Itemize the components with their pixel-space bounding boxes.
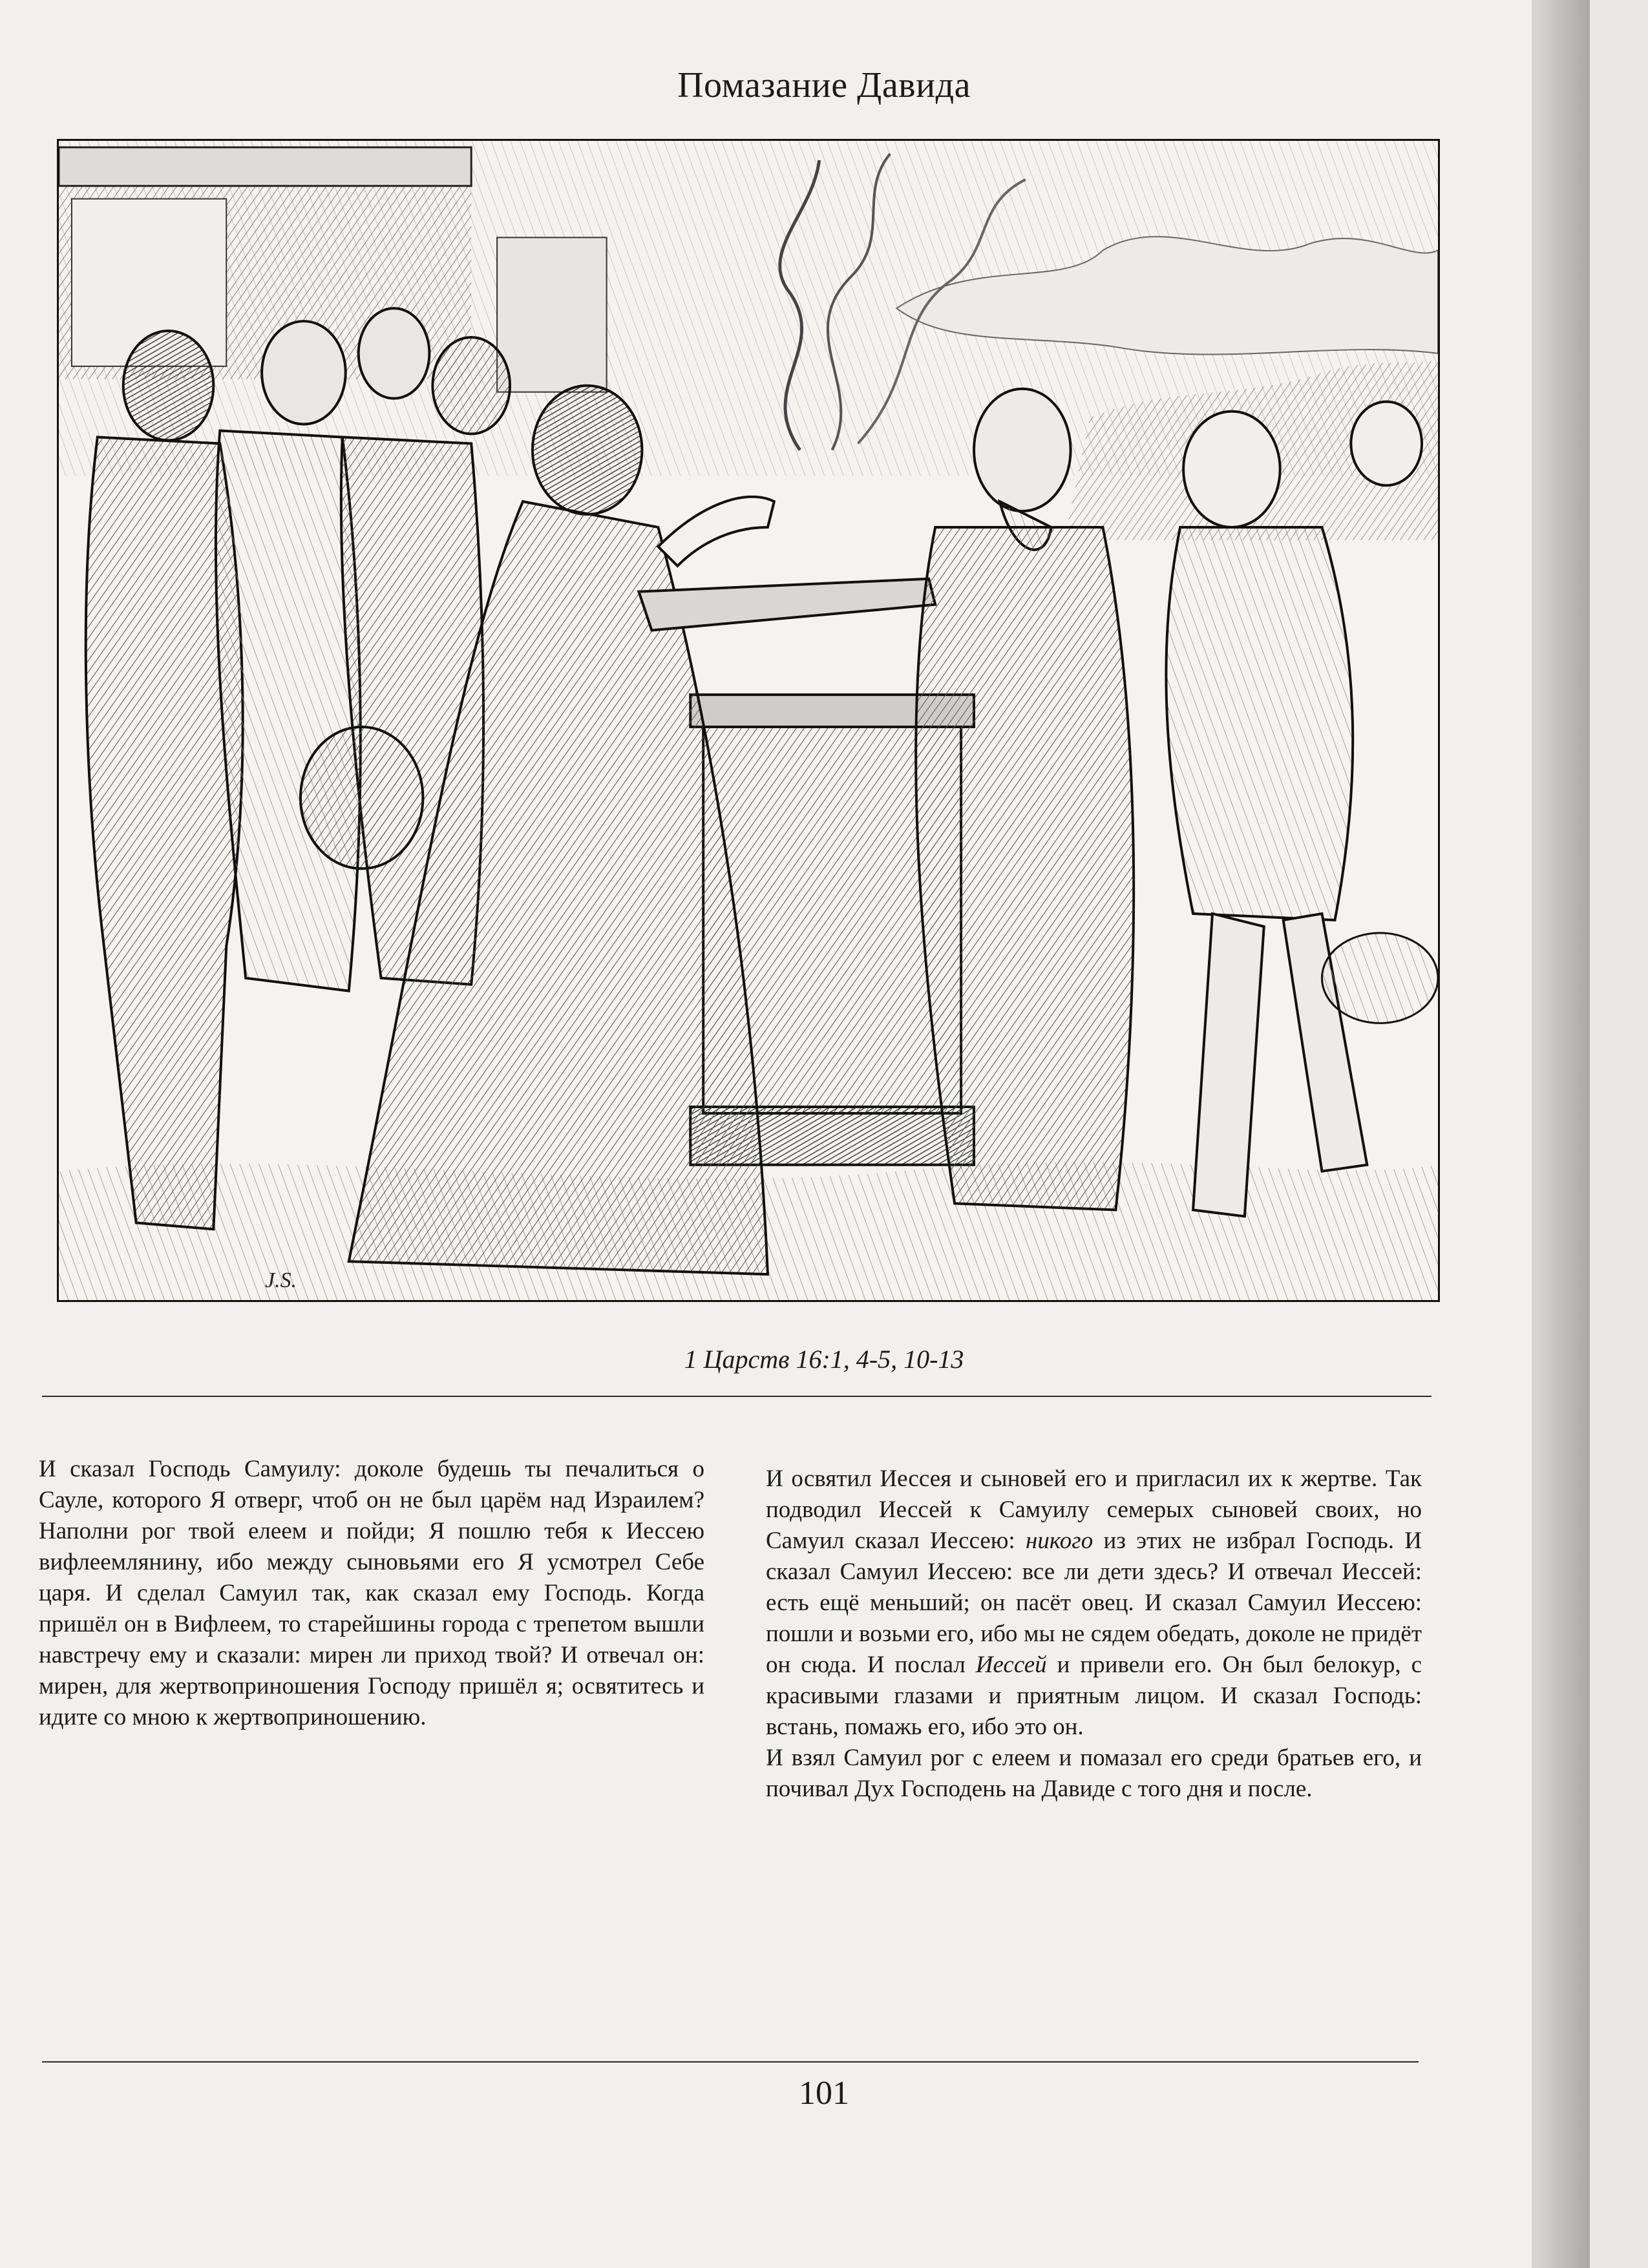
bottom-divider	[42, 2061, 1419, 2063]
right-paragraph-1-part-c: и привели его. Он был белокур, с красивыми глазами и приятным лицом. И сказал Господь: встань, помажь его, ибо это он.	[766, 1652, 1422, 1740]
left-text-column	[39, 1454, 704, 1733]
engraving-illustration	[57, 139, 1440, 1302]
emphasis-nobody: никого	[1026, 1528, 1093, 1554]
scripture-reference: 1 Царств 16:1, 4-5, 10-13	[684, 1345, 964, 1374]
engraver-signature: J.S.	[265, 1268, 297, 1293]
right-paragraph-1-part-b: из этих не избрал Господь. И сказал Самуил Иессею: все ли дети здесь? И отвечал Иессей: есть ещё меньший; он пасёт овец. И сказал Самуил Иессею: пошли и возьми его, ибо мы не сядем обедать, доколе не придёт он сюда. И послал	[766, 1528, 1422, 1678]
right-paragraph-1	[766, 1464, 1422, 1743]
anointing-engraving	[59, 141, 1438, 1300]
page-edge-shadow	[1532, 0, 1590, 2268]
page-title: Помазание Давида	[677, 65, 971, 105]
right-paragraph-2: И взял Самуил рог с елеем и помазал его среди братьев его, и почивал Дух Господень на Давиде с того дня и после.	[766, 1745, 1422, 1802]
right-text-column	[766, 1464, 1422, 1805]
left-paragraph: И сказал Господь Самуилу: доколе будешь ты печалиться о Сауле, которого Я отверг, чтоб он не был царём над Израилем? Наполни рог твой елеем и пойди; Я пошлю тебя к Иессею вифлеемлянину, ибо между сыновьями его Я усмотрел Себе царя. И сделал Самуил так, как сказал ему Господь. Когда пришёл он в Вифлеем, то старейшины города с трепетом вышли навстречу ему и сказали: мирен ли приход твой? И отвечал он: мирен, для жертвоприношения Господу пришёл я; освятитесь и идите со мною к жертвоприношению.	[39, 1456, 704, 1730]
page-number: 101	[799, 2075, 849, 2112]
emphasis-jesse: Иессей	[975, 1652, 1047, 1678]
top-divider	[42, 1396, 1431, 1397]
right-paragraph-1-part-a: И освятил Иессея и сыновей его и пригласил их к жертве. Так подводил Иессей к Самуилу семерых сыновей своих, но Самуил сказал Иессею:	[766, 1465, 1422, 1554]
